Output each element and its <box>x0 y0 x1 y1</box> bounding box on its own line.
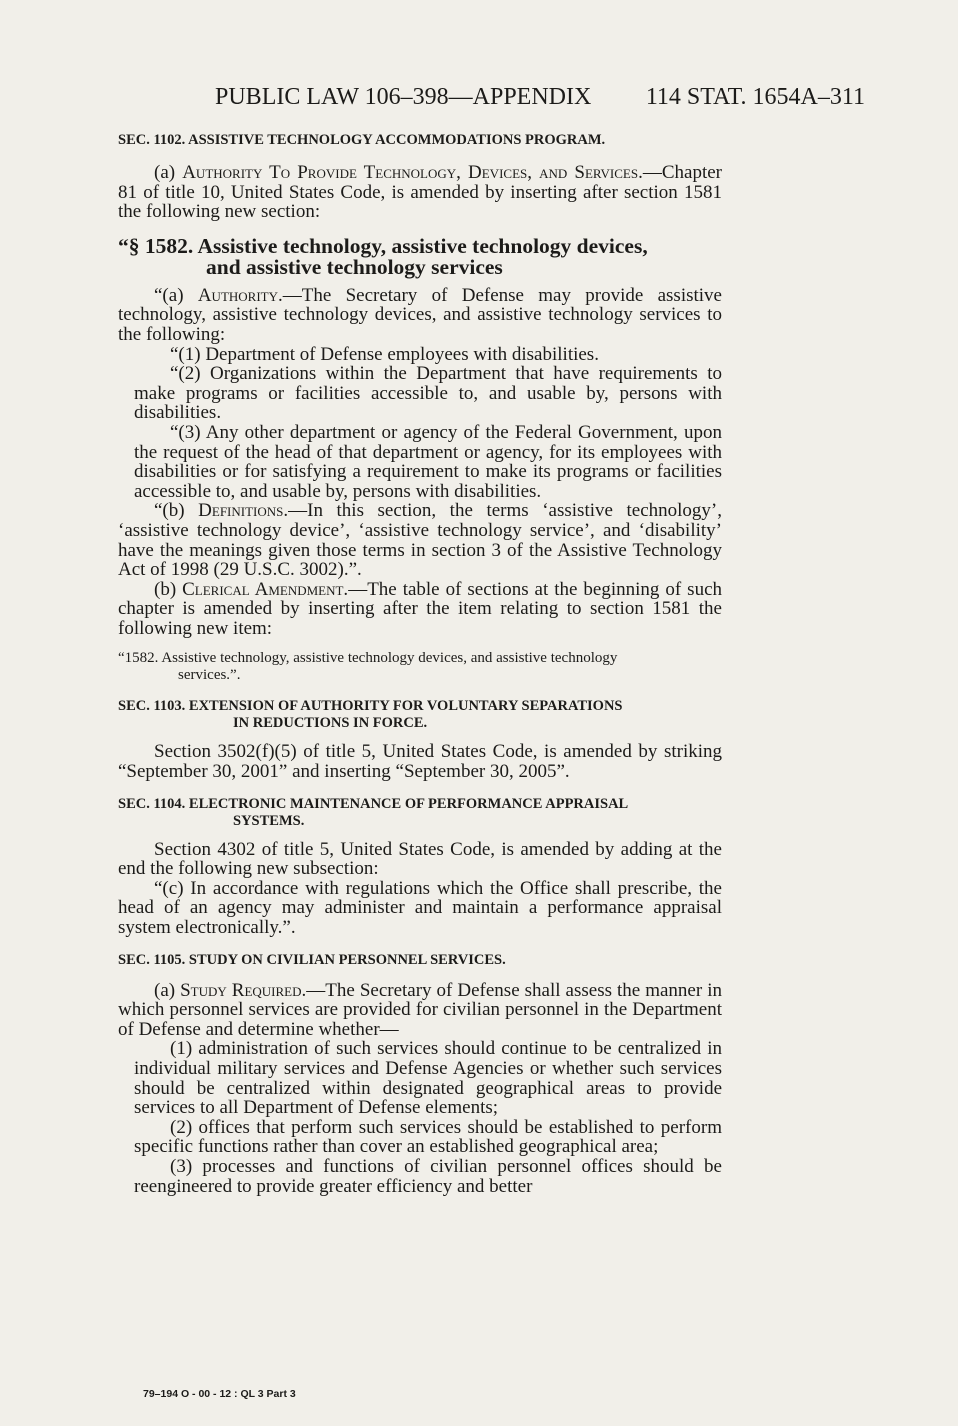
section-1582-authority: “(a) Authority.—The Secretary of Defense may provide assistive technology, assistive technology devices, and assistive technology services to the following: <box>118 284 722 345</box>
header-law-title: PUBLIC LAW 106–398—APPENDIX <box>215 84 592 110</box>
new-section-1582-heading: “§ 1582. Assistive technology, assistive technology devices, and assistive technology services <box>118 233 648 279</box>
section-1105-item-1: (1) administration of such services should continue to be centralized in individual military services and Defense Agencies or whether such services should be centralized within designated geographical areas to provide services to all Department of Defense elements; <box>134 1038 722 1119</box>
print-footer: 79–194 O - 00 - 12 : QL 3 Part 3 <box>143 1388 296 1400</box>
section-1103-heading: SEC. 1103. EXTENSION OF AUTHORITY FOR VOLUNTARY SEPARATIONS IN REDUCTIONS IN FORCE. <box>118 698 623 732</box>
section-1582-item-3: “(3) Any other department or agency of the Federal Government, upon the request of the head of that department or agency, for its employees with disabilities or for satisfying a requirement to make its programs or facilities accessible to, and usable by, persons with disabilities. <box>134 421 722 502</box>
section-1105-item-2: (2) offices that perform such services should be established to perform specific functions rather than cover an established geographical area; <box>134 1116 722 1158</box>
page-body <box>118 132 722 1196</box>
section-1104-text: Section 4302 of title 5, United States Code, is amended by adding at the end the following new subsection: <box>118 838 722 880</box>
section-1102-heading: SEC. 1102. ASSISTIVE TECHNOLOGY ACCOMMODATIONS PROGRAM. <box>118 132 606 148</box>
section-1582-item-2: “(2) Organizations within the Department that have requirements to make programs or facilities accessible to, and usable by, persons with disabilities. <box>134 363 722 424</box>
section-1102-b: (b) Clerical Amendment.—The table of sections at the beginning of such chapter is amended by inserting after the item relating to section 1581 the following new item: <box>118 578 722 639</box>
section-1102-a: (a) Authority To Provide Technology, Devices, and Services.—Chapter 81 of title 10, United States Code, is amended by inserting after section 1581 the following new section: <box>118 162 722 223</box>
section-1105-heading: SEC. 1105. STUDY ON CIVILIAN PERSONNEL SERVICES. <box>118 951 506 968</box>
section-1105-a: (a) Study Required.—The Secretary of Defense shall assess the manner in which personnel services are provided for civilian personnel in the Department of Defense and determine whether— <box>118 979 722 1040</box>
section-1103-text: Section 3502(f)(5) of title 5, United States Code, is amended by striking “September 30, 2001” and inserting “September 30, 2005”. <box>118 741 722 783</box>
table-of-sections-item: “1582. Assistive technology, assistive technology devices, and assistive technology services.”. <box>118 650 618 684</box>
section-1105-item-3: (3) processes and functions of civilian personnel offices should be reengineered to provide greater efficiency and better <box>134 1155 722 1197</box>
section-1104-heading: SEC. 1104. ELECTRONIC MAINTENANCE OF PERFORMANCE APPRAISAL SYSTEMS. <box>118 795 629 829</box>
section-1582-definitions: “(b) Definitions.—In this section, the terms ‘assistive technology’, ‘assistive technology device’, ‘assistive technology service’, and ‘disability’ have the meanings given those terms in section 3 of the Assistive Technology Act of 1998 (29 U.S.C. 3002).”. <box>118 500 722 581</box>
section-1582-item-1: “(1) Department of Defense employees with disabilities. <box>170 343 599 365</box>
section-1104-subsection-c: “(c) In accordance with regulations which the Office shall prescribe, the head of an agency may administer and maintain a performance appraisal system electronically.”. <box>118 877 722 939</box>
header-stat-citation: 114 STAT. 1654A–311 <box>645 84 865 110</box>
